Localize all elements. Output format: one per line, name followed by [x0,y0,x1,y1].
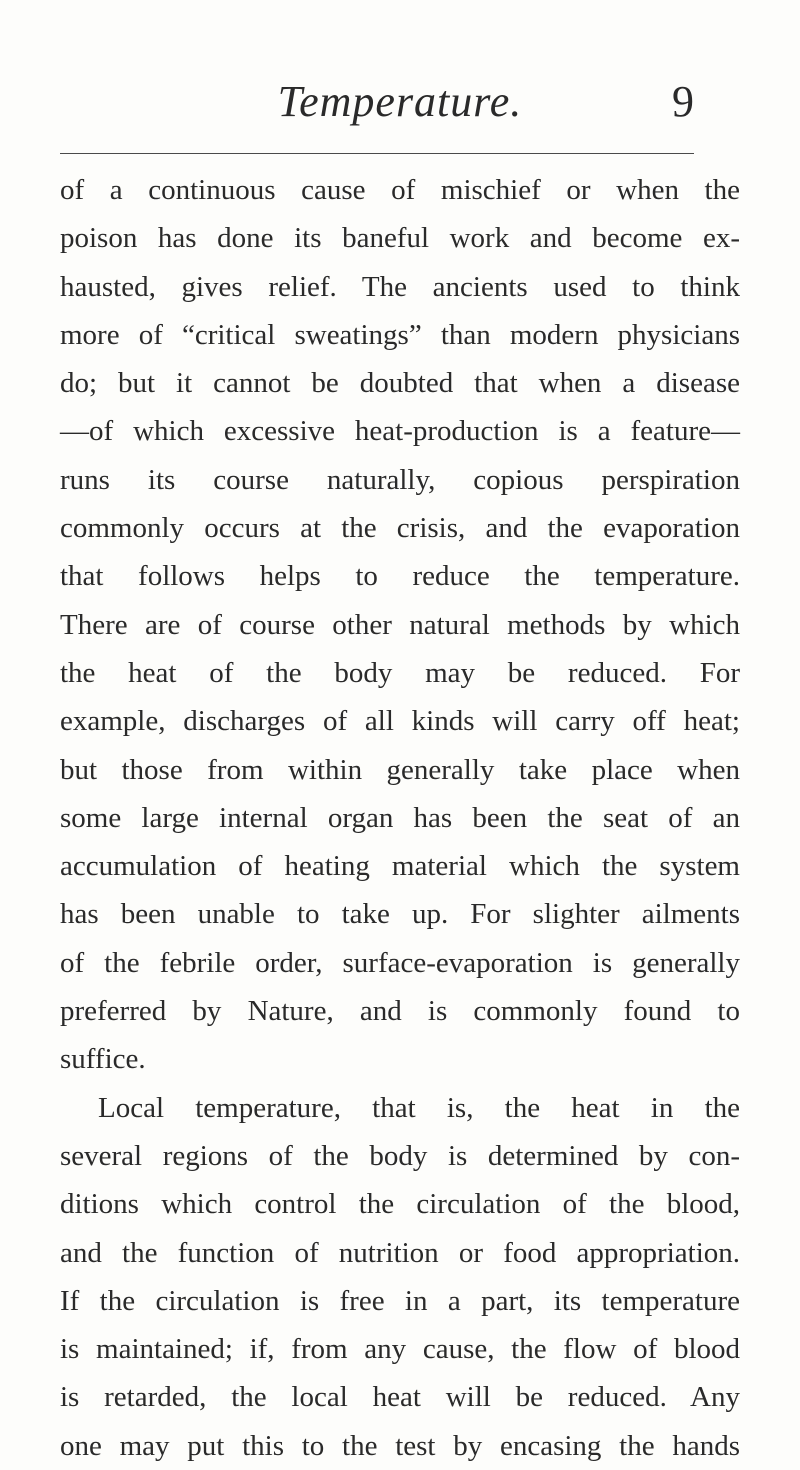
header-rule [60,153,694,154]
text-line: more of “critical sweatings” than modern physicians [60,318,740,351]
text-line: preferred by Nature, and is commonly found to [60,995,740,1028]
text-line: Local temperature, that is, the heat in the [98,1091,740,1124]
text-line: some large internal organ has been the seat of an [60,801,740,834]
text-line: of the febrile order, surface-evaporation is generally [60,946,740,979]
text-line: suffice. [60,1043,146,1076]
text-line: commonly occurs at the crisis, and the evaporation [60,512,740,545]
page-number: 9 [672,77,694,126]
text-line: is maintained; if, from any cause, the flow of blood [60,1333,740,1366]
text-line: There are of course other natural methods by which [60,608,740,641]
text-line: accumulation of heating material which the system [60,850,740,883]
text-line: example, discharges of all kinds will carry off heat; [60,705,740,738]
text-line: that follows helps to reduce the temperature. [60,560,740,593]
text-line: is retarded, the local heat will be reduced. Any [60,1381,740,1414]
text-line: If the circulation is free in a part, its temperature [60,1284,740,1317]
text-line: poison has done its baneful work and become ex- [60,222,740,255]
text-line: do; but it cannot be doubted that when a disease [60,367,740,400]
body-text [60,166,740,1470]
text-line: hausted, gives relief. The ancients used to think [60,270,740,303]
text-line: one may put this to the test by encasing the hands [60,1429,740,1462]
text-line: has been unable to take up. For slighter ailments [60,898,740,931]
page-header [60,74,740,134]
text-line: —of which excessive heat-production is a feature— [60,415,740,448]
text-line: the heat of the body may be reduced. For [60,656,740,689]
text-line: and the function of nutrition or food appropriation. [60,1236,740,1269]
running-title: Temperature. [277,77,523,126]
text-line: several regions of the body is determined by con- [60,1139,740,1172]
text-line: runs its course naturally, copious perspiration [60,463,740,496]
text-line: ditions which control the circulation of the blood, [60,1188,740,1221]
text-line: but those from within generally take place when [60,753,740,786]
text-line: of a continuous cause of mischief or when the [60,174,740,206]
